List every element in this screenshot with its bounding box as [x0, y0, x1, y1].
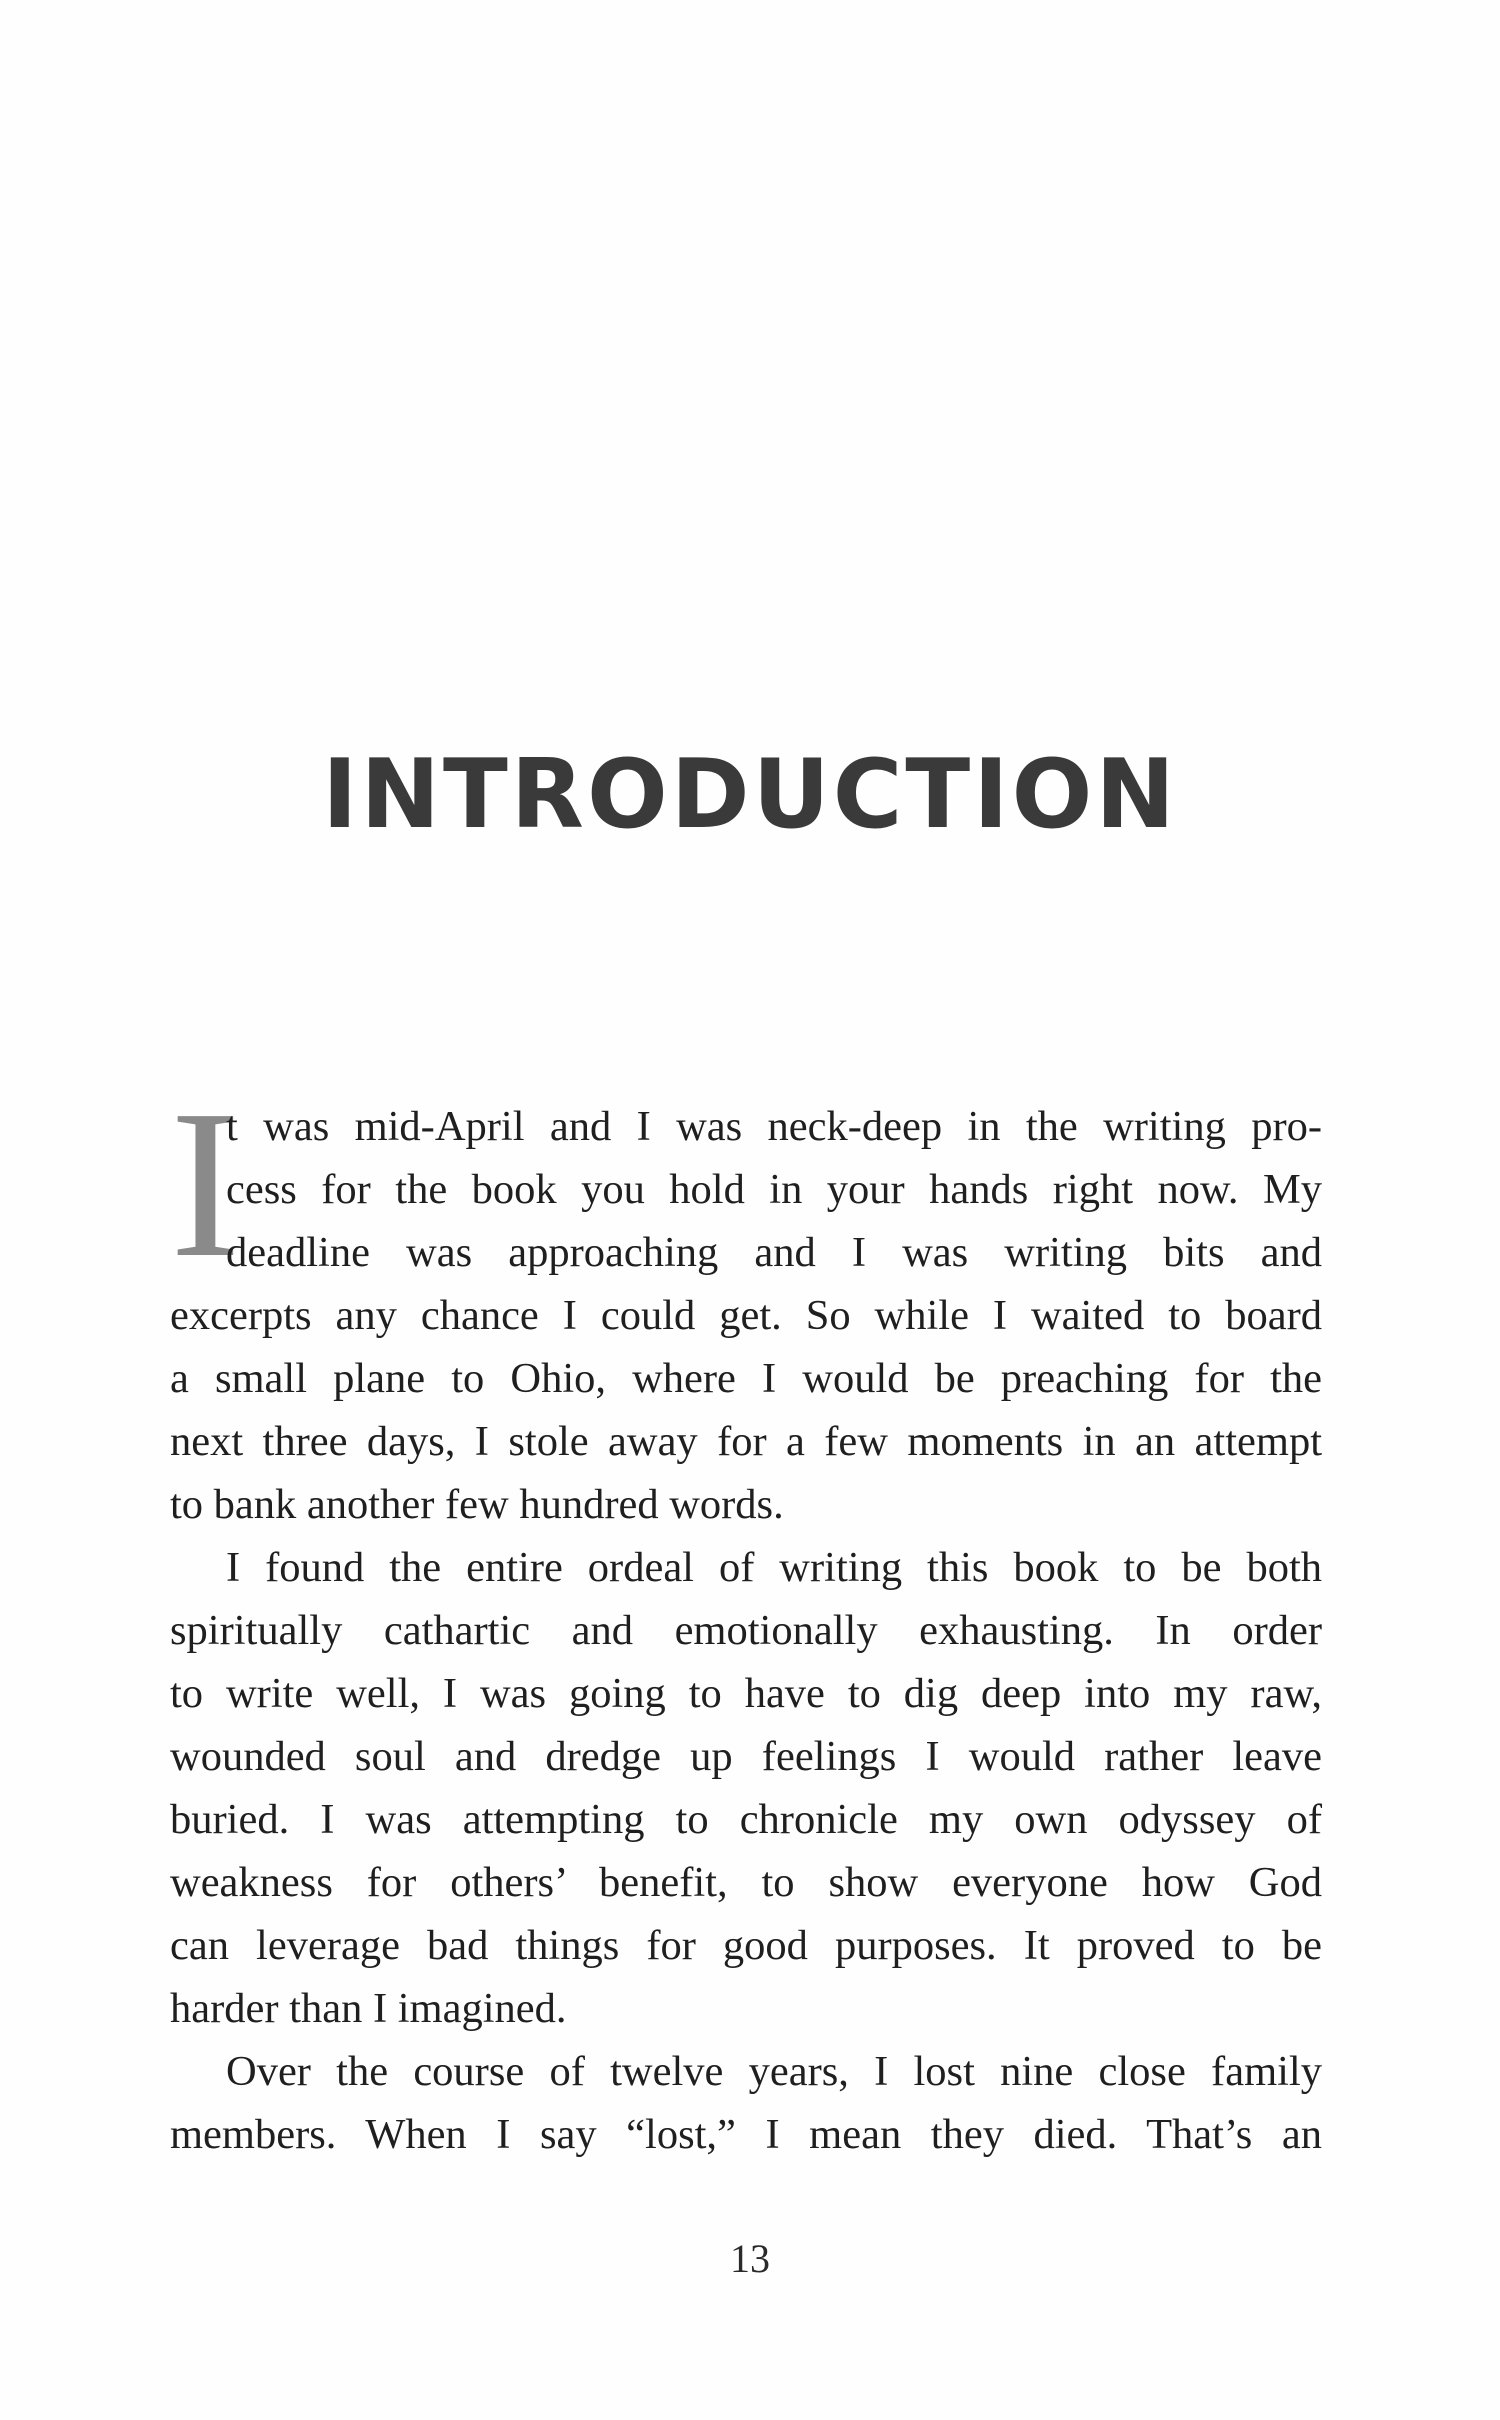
paragraph-2-line: buried. I was attempting to chronicle my own odyssey of: [170, 1796, 1322, 1843]
paragraph-2-line: I found the entire ordeal of writing this book to be both: [226, 1544, 1322, 1591]
paragraph-2-line: spiritually cathartic and emotionally exhausting. In order: [170, 1607, 1322, 1654]
paragraph-1-line: excerpts any chance I could get. So while I waited to board: [170, 1292, 1322, 1339]
paragraph-2-line: to write well, I was going to have to dig deep into my raw,: [170, 1670, 1322, 1717]
page-number: 13: [730, 2236, 770, 2281]
drop-cap: I: [170, 1066, 241, 1301]
paragraph-3-line: Over the course of twelve years, I lost nine close family: [226, 2048, 1322, 2095]
paragraph-1-line: t was mid-April and I was neck-deep in the writing pro-: [226, 1103, 1322, 1150]
paragraph-1-line: deadline was approaching and I was writing bits and: [226, 1229, 1322, 1276]
paragraph-2-line: can leverage bad things for good purposes. It proved to be: [170, 1922, 1322, 1969]
paragraph-2-line: harder than I imagined.: [170, 1985, 567, 2032]
paragraph-1-line: cess for the book you hold in your hands right now. My: [226, 1166, 1322, 1213]
paragraph-1-line: next three days, I stole away for a few moments in an attempt: [170, 1418, 1322, 1465]
paragraph-1-line: a small plane to Ohio, where I would be preaching for the: [170, 1355, 1322, 1402]
paragraph-2-line: wounded soul and dredge up feelings I would rather leave: [170, 1733, 1322, 1780]
chapter-title: INTRODUCTION: [322, 740, 1178, 850]
body-text: [170, 1066, 1322, 2166]
paragraph-3-line: members. When I say “lost,” I mean they died. That’s an: [170, 2111, 1322, 2158]
paragraph-1-line: to bank another few hundred words.: [170, 1481, 784, 1528]
paragraph-2-line: weakness for others’ benefit, to show everyone how God: [170, 1859, 1322, 1906]
